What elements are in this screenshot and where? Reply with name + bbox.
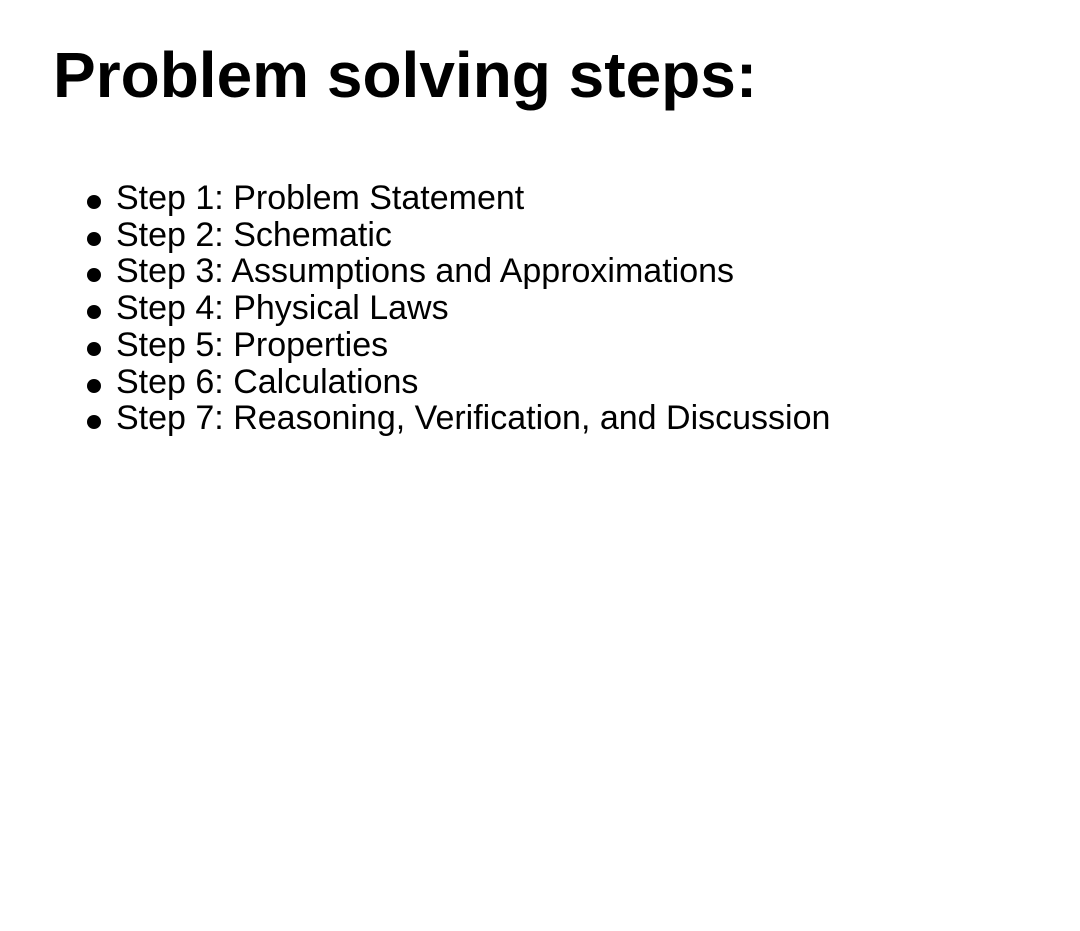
list-item	[116, 364, 830, 401]
step-label: Step 3: Assumptions and Approximations	[116, 252, 735, 291]
bullet-icon	[87, 268, 101, 282]
page-title: Problem solving steps:	[53, 39, 758, 111]
list-item	[116, 217, 830, 254]
list-item	[116, 400, 830, 437]
bullet-icon	[87, 305, 101, 319]
bullet-icon	[87, 342, 101, 356]
step-label: Step 2: Schematic	[116, 215, 392, 254]
steps-list	[116, 180, 830, 437]
step-label: Step 4: Physical Laws	[116, 289, 449, 328]
list-item	[116, 180, 830, 217]
list-item	[116, 290, 830, 327]
step-label: Step 5: Properties	[116, 325, 389, 364]
bullet-icon	[87, 195, 101, 209]
bullet-icon	[87, 415, 101, 429]
step-label: Step 6: Calculations	[116, 362, 419, 401]
step-label: Step 7: Reasoning, Verification, and Discussion	[116, 399, 831, 438]
step-label: Step 1: Problem Statement	[116, 179, 525, 217]
bullet-icon	[87, 232, 101, 246]
list-item	[116, 327, 830, 364]
list-item	[116, 253, 830, 290]
bullet-icon	[87, 379, 101, 393]
